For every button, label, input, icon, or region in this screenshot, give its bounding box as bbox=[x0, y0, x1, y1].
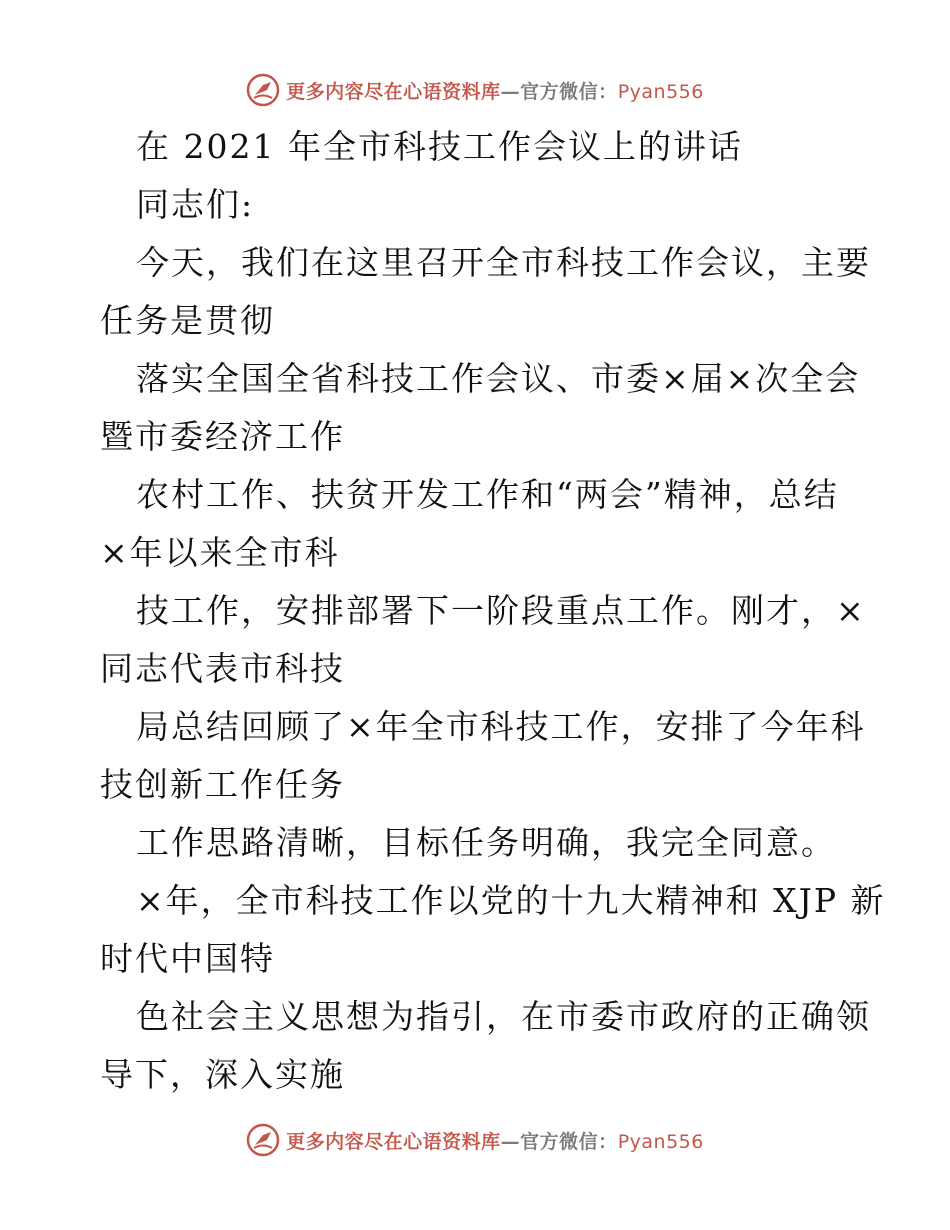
watermark-main: 更多内容尽在心语资料库 bbox=[286, 1130, 501, 1153]
paragraph-line: ×年以来全市科 bbox=[100, 533, 340, 572]
paragraph-line: 今天，我们在这里召开全市科技工作会议，主要 bbox=[136, 243, 871, 282]
paragraph-line: ×年，全市科技工作以党的十九大精神和 XJP 新 bbox=[136, 881, 886, 920]
watermark-text bbox=[286, 1127, 704, 1154]
book-quill-logo-icon bbox=[246, 73, 280, 107]
paragraph-line: 任务是贯彻 bbox=[100, 301, 275, 340]
book-quill-logo-icon bbox=[246, 1123, 280, 1157]
paragraph-line: 暨市委经济工作 bbox=[100, 417, 345, 456]
watermark-official: 官方微信： bbox=[520, 1130, 618, 1153]
header-watermark bbox=[0, 70, 950, 110]
watermark-main: 更多内容尽在心语资料库 bbox=[286, 80, 501, 103]
watermark-dash: — bbox=[500, 80, 521, 103]
watermark-text bbox=[286, 77, 704, 104]
document-body bbox=[100, 118, 886, 1104]
paragraph-line: 落实全国全省科技工作会议、市委×届×次全会 bbox=[136, 359, 861, 398]
footer-watermark bbox=[0, 1120, 950, 1160]
paragraph-line: 技创新工作任务 bbox=[100, 765, 345, 804]
paragraph-line: 时代中国特 bbox=[100, 939, 275, 978]
watermark-id: Pyan556 bbox=[617, 80, 704, 103]
paragraph-line: 色社会主义思想为指引，在市委市政府的正确领 bbox=[136, 997, 871, 1036]
salutation: 同志们: bbox=[136, 185, 255, 224]
paragraph-line: 同志代表市科技 bbox=[100, 649, 345, 688]
watermark-official: 官方微信： bbox=[520, 80, 618, 103]
paragraph-line: 工作思路清晰，目标任务明确，我完全同意。 bbox=[136, 823, 836, 862]
paragraph-line: 农村工作、扶贫开发工作和“两会”精神，总结 bbox=[136, 475, 839, 514]
paragraph-line: 局总结回顾了×年全市科技工作，安排了今年科 bbox=[136, 707, 866, 746]
paragraph-line: 技工作，安排部署下一阶段重点工作。刚才，× bbox=[136, 591, 866, 630]
paragraph-line: 导下，深入实施 bbox=[100, 1055, 345, 1094]
watermark-dash: — bbox=[500, 1130, 521, 1153]
watermark-id: Pyan556 bbox=[617, 1130, 704, 1153]
document-title: 在 2021 年全市科技工作会议上的讲话 bbox=[136, 127, 743, 166]
